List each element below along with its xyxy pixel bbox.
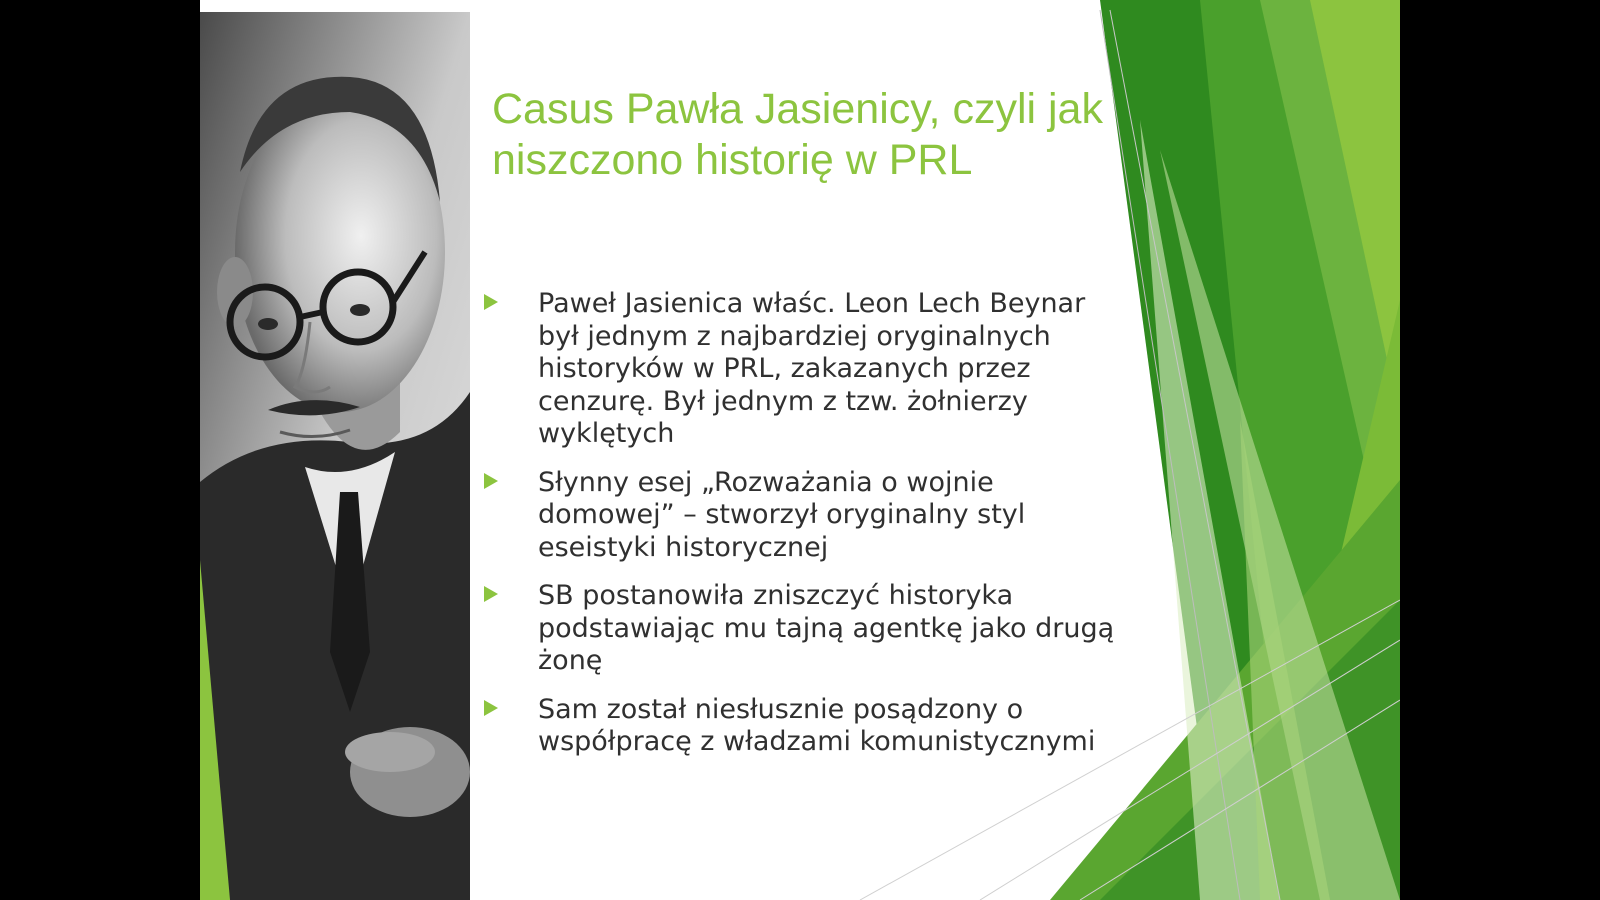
portrait-image bbox=[200, 12, 470, 900]
slide bbox=[200, 0, 1400, 900]
bullet-text: Sam został niesłusznie posądzony o współpracę z władzami komunistycznymi bbox=[538, 693, 1096, 757]
triangle-bullet-icon bbox=[484, 700, 498, 716]
bullet-text: Słynny esej „Rozważania o wojnie domowej” – stworzył oryginalny styl eseistyki historycznej bbox=[538, 466, 1026, 563]
triangle-bullet-icon bbox=[484, 294, 498, 310]
triangle-bullet-icon bbox=[484, 586, 498, 602]
slide-title: Casus Pawła Jasienicy, czyli jak niszczono historię w PRL bbox=[492, 85, 1103, 184]
bullet-list bbox=[484, 288, 1124, 775]
portrait-photo bbox=[200, 12, 470, 900]
bullet-item-4 bbox=[484, 694, 1124, 759]
bullet-item-1 bbox=[484, 288, 1124, 451]
bullet-text: Paweł Jasienica właśc. Leon Lech Beynar był jednym z najbardziej oryginalnych historyków w PRL, zakazanych przez cenzurę. Był jednym z tzw. żołnierzy wyklętych bbox=[538, 288, 1086, 449]
bullet-text: SB postanowiła zniszczyć historyka podstawiając mu tajną agentkę jako drugą żonę bbox=[538, 580, 1115, 676]
bullet-item-2 bbox=[484, 467, 1124, 565]
triangle-bullet-icon bbox=[484, 473, 498, 489]
bullet-item-3 bbox=[484, 580, 1124, 678]
